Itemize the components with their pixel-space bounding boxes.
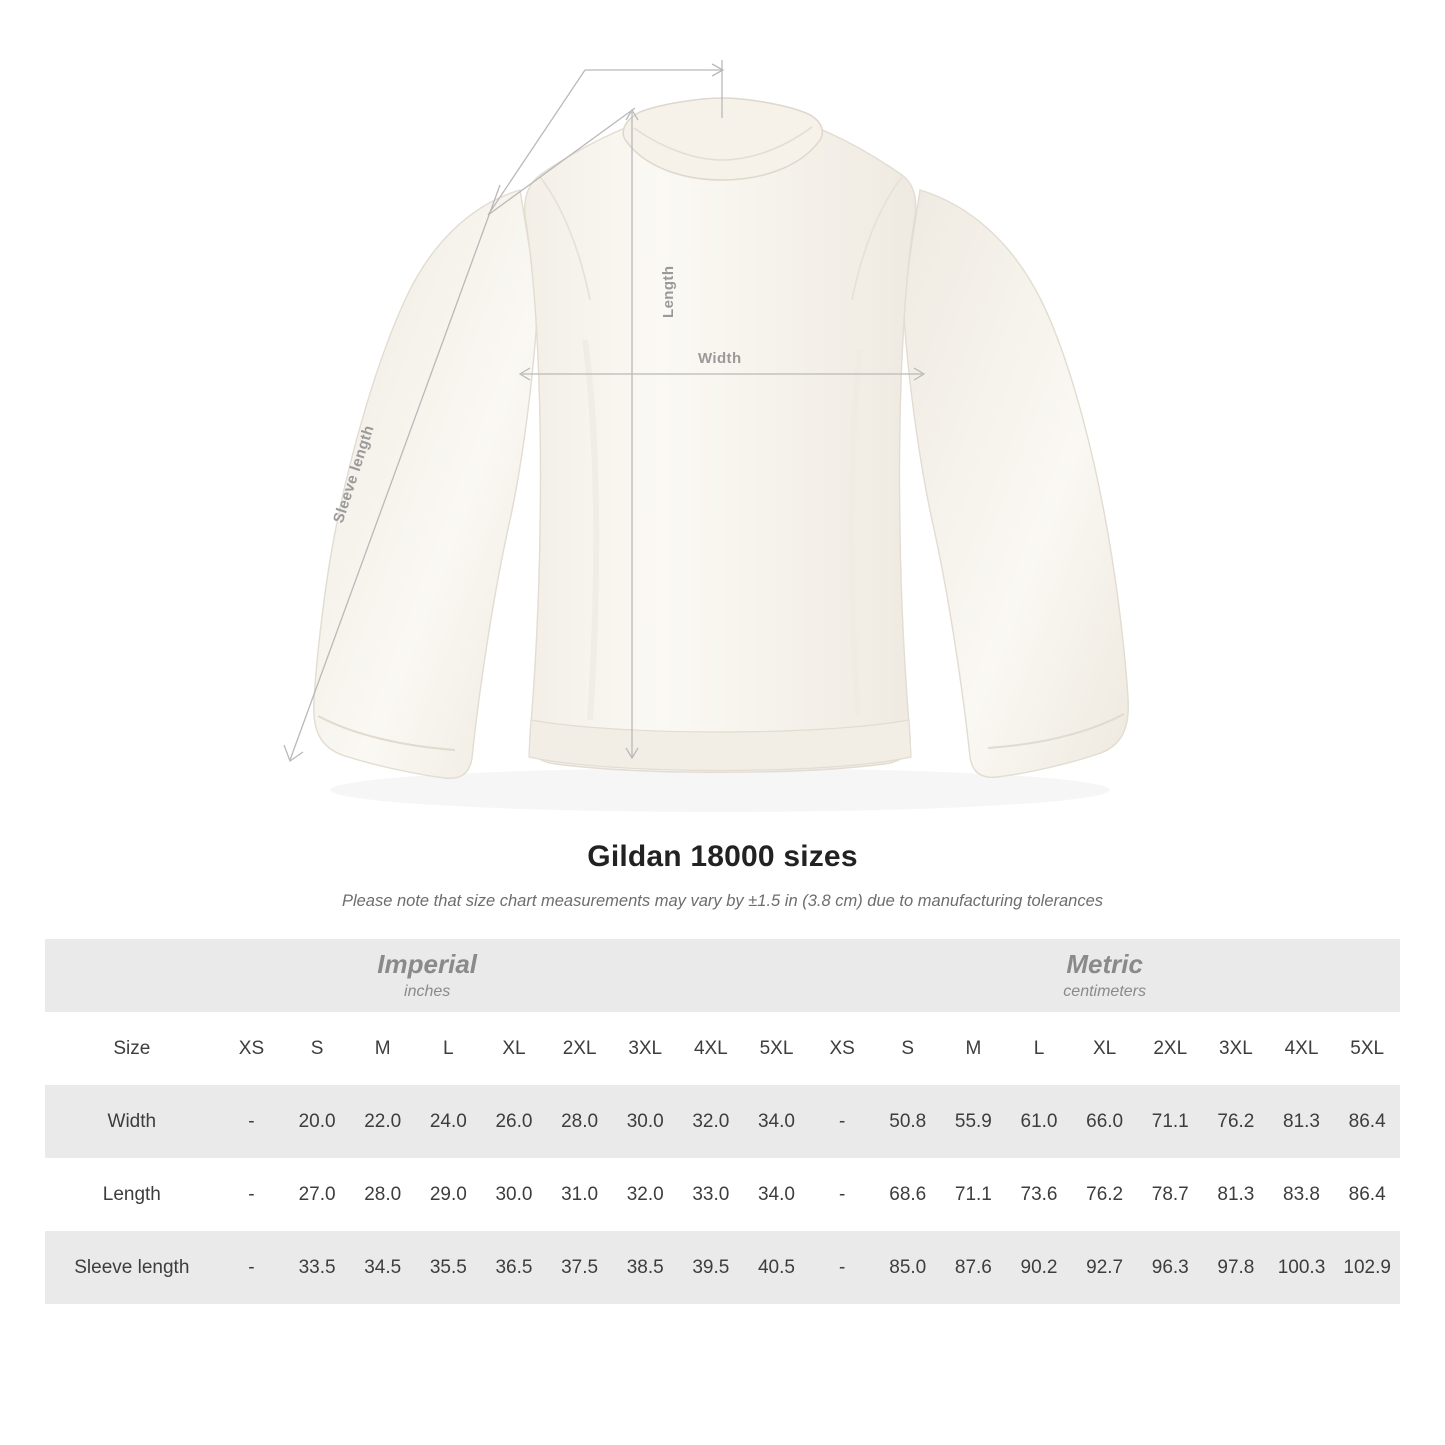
table-row xyxy=(45,1158,1400,1231)
cell-sleeve-metric-s: 85.0 xyxy=(875,1231,941,1304)
size-table xyxy=(45,939,1400,1304)
col-header-metric-3xl: 3XL xyxy=(1203,1012,1269,1085)
cell-width-imperial-4xl: 32.0 xyxy=(678,1085,744,1158)
cell-width-imperial-xs: - xyxy=(219,1085,285,1158)
imperial-system-name: Imperial xyxy=(377,948,478,979)
cell-length-metric-3xl: 81.3 xyxy=(1203,1158,1269,1231)
metric-header-cell xyxy=(809,939,1400,1012)
row-label-length: Length xyxy=(45,1158,219,1231)
size-table-wrapper xyxy=(45,939,1400,1304)
col-header-imperial-s: S xyxy=(284,1012,350,1085)
col-header-metric-xs: XS xyxy=(809,1012,875,1085)
cell-sleeve-imperial-xl: 36.5 xyxy=(481,1231,547,1304)
cell-length-metric-2xl: 78.7 xyxy=(1137,1158,1203,1231)
cell-width-metric-2xl: 71.1 xyxy=(1137,1085,1203,1158)
cell-sleeve-imperial-l: 35.5 xyxy=(416,1231,482,1304)
cell-length-imperial-xs: - xyxy=(219,1158,285,1231)
cell-sleeve-metric-3xl: 97.8 xyxy=(1203,1231,1269,1304)
metric-system-unit: centimeters xyxy=(1063,983,1146,1001)
cell-sleeve-metric-l: 90.2 xyxy=(1006,1231,1072,1304)
cell-length-imperial-l: 29.0 xyxy=(416,1158,482,1231)
length-label: Length xyxy=(660,265,677,318)
cell-width-metric-s: 50.8 xyxy=(875,1085,941,1158)
col-header-imperial-5xl: 5XL xyxy=(744,1012,810,1085)
cell-length-metric-xs: - xyxy=(809,1158,875,1231)
imperial-system-unit: inches xyxy=(404,983,451,1001)
cell-width-imperial-xl: 26.0 xyxy=(481,1085,547,1158)
system-header-row xyxy=(45,939,1400,1012)
col-header-metric-s: S xyxy=(875,1012,941,1085)
cell-length-imperial-xl: 30.0 xyxy=(481,1158,547,1231)
cell-length-metric-m: 71.1 xyxy=(941,1158,1007,1231)
cell-width-metric-3xl: 76.2 xyxy=(1203,1085,1269,1158)
size-column-header: Size xyxy=(45,1012,219,1085)
cell-length-imperial-m: 28.0 xyxy=(350,1158,416,1231)
cell-width-imperial-5xl: 34.0 xyxy=(744,1085,810,1158)
col-header-imperial-4xl: 4XL xyxy=(678,1012,744,1085)
cell-width-metric-l: 61.0 xyxy=(1006,1085,1072,1158)
col-header-imperial-xl: XL xyxy=(481,1012,547,1085)
cell-width-imperial-3xl: 30.0 xyxy=(612,1085,678,1158)
cell-sleeve-metric-m: 87.6 xyxy=(941,1231,1007,1304)
col-header-imperial-xs: XS xyxy=(219,1012,285,1085)
cell-width-metric-xl: 66.0 xyxy=(1072,1085,1138,1158)
row-label-width: Width xyxy=(45,1085,219,1158)
cell-sleeve-imperial-2xl: 37.5 xyxy=(547,1231,613,1304)
cell-width-metric-xs: - xyxy=(809,1085,875,1158)
cell-width-imperial-l: 24.0 xyxy=(416,1085,482,1158)
cell-length-metric-4xl: 83.8 xyxy=(1269,1158,1335,1231)
cell-width-metric-m: 55.9 xyxy=(941,1085,1007,1158)
cell-length-metric-xl: 76.2 xyxy=(1072,1158,1138,1231)
width-label: Width xyxy=(698,350,742,367)
col-header-metric-5xl: 5XL xyxy=(1334,1012,1400,1085)
col-header-metric-l: L xyxy=(1006,1012,1072,1085)
cell-width-metric-5xl: 86.4 xyxy=(1334,1085,1400,1158)
metric-system-name: Metric xyxy=(1066,948,1143,979)
cell-length-metric-s: 68.6 xyxy=(875,1158,941,1231)
cell-length-imperial-s: 27.0 xyxy=(284,1158,350,1231)
cell-sleeve-imperial-m: 34.5 xyxy=(350,1231,416,1304)
cell-width-imperial-s: 20.0 xyxy=(284,1085,350,1158)
col-header-imperial-l: L xyxy=(416,1012,482,1085)
tolerance-note: Please note that size chart measurements may vary by ±1.5 in (3.8 cm) due to manufacturing tolerances xyxy=(341,892,1104,910)
imperial-header-cell xyxy=(45,939,809,1012)
table-row xyxy=(45,1231,1400,1304)
cell-sleeve-imperial-5xl: 40.5 xyxy=(744,1231,810,1304)
cell-sleeve-metric-xs: - xyxy=(809,1231,875,1304)
table-row xyxy=(45,1085,1400,1158)
cell-width-imperial-m: 22.0 xyxy=(350,1085,416,1158)
size-header-row xyxy=(45,1012,1400,1085)
col-header-metric-xl: XL xyxy=(1072,1012,1138,1085)
cell-sleeve-metric-2xl: 96.3 xyxy=(1137,1231,1203,1304)
cell-sleeve-metric-4xl: 100.3 xyxy=(1269,1231,1335,1304)
cell-sleeve-imperial-xs: - xyxy=(219,1231,285,1304)
title-block xyxy=(0,840,1445,911)
cell-sleeve-metric-5xl: 102.9 xyxy=(1334,1231,1400,1304)
cell-length-imperial-3xl: 32.0 xyxy=(612,1158,678,1231)
col-header-imperial-2xl: 2XL xyxy=(547,1012,613,1085)
sleeve-length-label: Sleeve length xyxy=(330,423,378,526)
cell-length-imperial-5xl: 34.0 xyxy=(744,1158,810,1231)
col-header-metric-2xl: 2XL xyxy=(1137,1012,1203,1085)
row-label-sleeve-length: Sleeve length xyxy=(45,1231,219,1304)
cell-sleeve-imperial-4xl: 39.5 xyxy=(678,1231,744,1304)
cell-width-metric-4xl: 81.3 xyxy=(1269,1085,1335,1158)
col-header-metric-m: M xyxy=(941,1012,1007,1085)
cell-length-imperial-4xl: 33.0 xyxy=(678,1158,744,1231)
col-header-metric-4xl: 4XL xyxy=(1269,1012,1335,1085)
cell-sleeve-imperial-s: 33.5 xyxy=(284,1231,350,1304)
col-header-imperial-3xl: 3XL xyxy=(612,1012,678,1085)
col-header-imperial-m: M xyxy=(350,1012,416,1085)
cell-length-imperial-2xl: 31.0 xyxy=(547,1158,613,1231)
page-title: Gildan 18000 sizes xyxy=(587,840,858,873)
cell-sleeve-imperial-3xl: 38.5 xyxy=(612,1231,678,1304)
cell-length-metric-5xl: 86.4 xyxy=(1334,1158,1400,1231)
cell-length-metric-l: 73.6 xyxy=(1006,1158,1072,1231)
cell-width-imperial-2xl: 28.0 xyxy=(547,1085,613,1158)
cell-sleeve-metric-xl: 92.7 xyxy=(1072,1231,1138,1304)
